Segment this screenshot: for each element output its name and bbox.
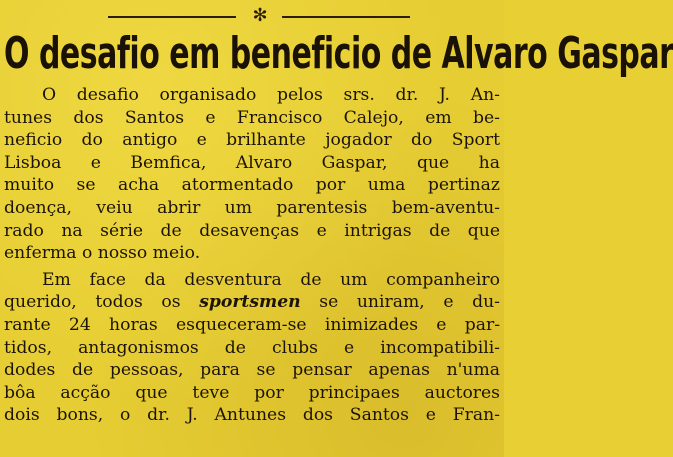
body-line: doença, veiu abrir um parentesis bem-aventu-: [4, 197, 500, 218]
body-line: tidos, antagonismos de clubs e incompatibili-: [4, 337, 500, 358]
article-paragraph-1: [4, 84, 500, 265]
article-paragraph-2: [4, 269, 500, 427]
body-line-with-emphasis: [4, 291, 500, 314]
body-line: dois bons, o dr. J. Antunes dos Santos e Fran-: [4, 405, 500, 426]
emphasis-sportsmen: sportsmen: [199, 292, 301, 313]
body-line: muito se acha atormentado por uma pertinaz: [4, 175, 500, 196]
body-line: dodes de pessoas, para se pensar apenas n'uma: [4, 360, 500, 381]
body-line: enferma o nosso meio.: [4, 243, 201, 264]
body-line: bôa acção que teve por principaes auctores: [4, 382, 500, 403]
body-text: se uniram, e du-: [300, 292, 500, 313]
body-line: tunes dos Santos e Francisco Calejo, em be-: [4, 107, 500, 128]
body-line: O desafio organisado pelos srs. dr. J. An-: [42, 85, 500, 105]
asterism-ornament-icon: ✻: [252, 5, 268, 26]
body-line: Lisboa e Bemfica, Alvaro Gaspar, que ha: [4, 152, 500, 173]
divider-rule-right: [282, 16, 410, 18]
body-line: rado na série de desavenças e intrigas de que: [4, 220, 500, 241]
body-line: Em face da desventura de um companheiro: [42, 269, 500, 290]
body-line: neficio do antigo e brilhante jogador do Sport: [4, 130, 500, 151]
article-body: [4, 84, 500, 427]
article-headline: O desafio em beneficio de Alvaro Gaspar: [4, 28, 673, 80]
divider-rule-left: [108, 16, 236, 18]
body-line: rante 24 horas esqueceram-se inimizades e par-: [4, 314, 500, 335]
body-text: querido, todos os: [4, 292, 200, 313]
